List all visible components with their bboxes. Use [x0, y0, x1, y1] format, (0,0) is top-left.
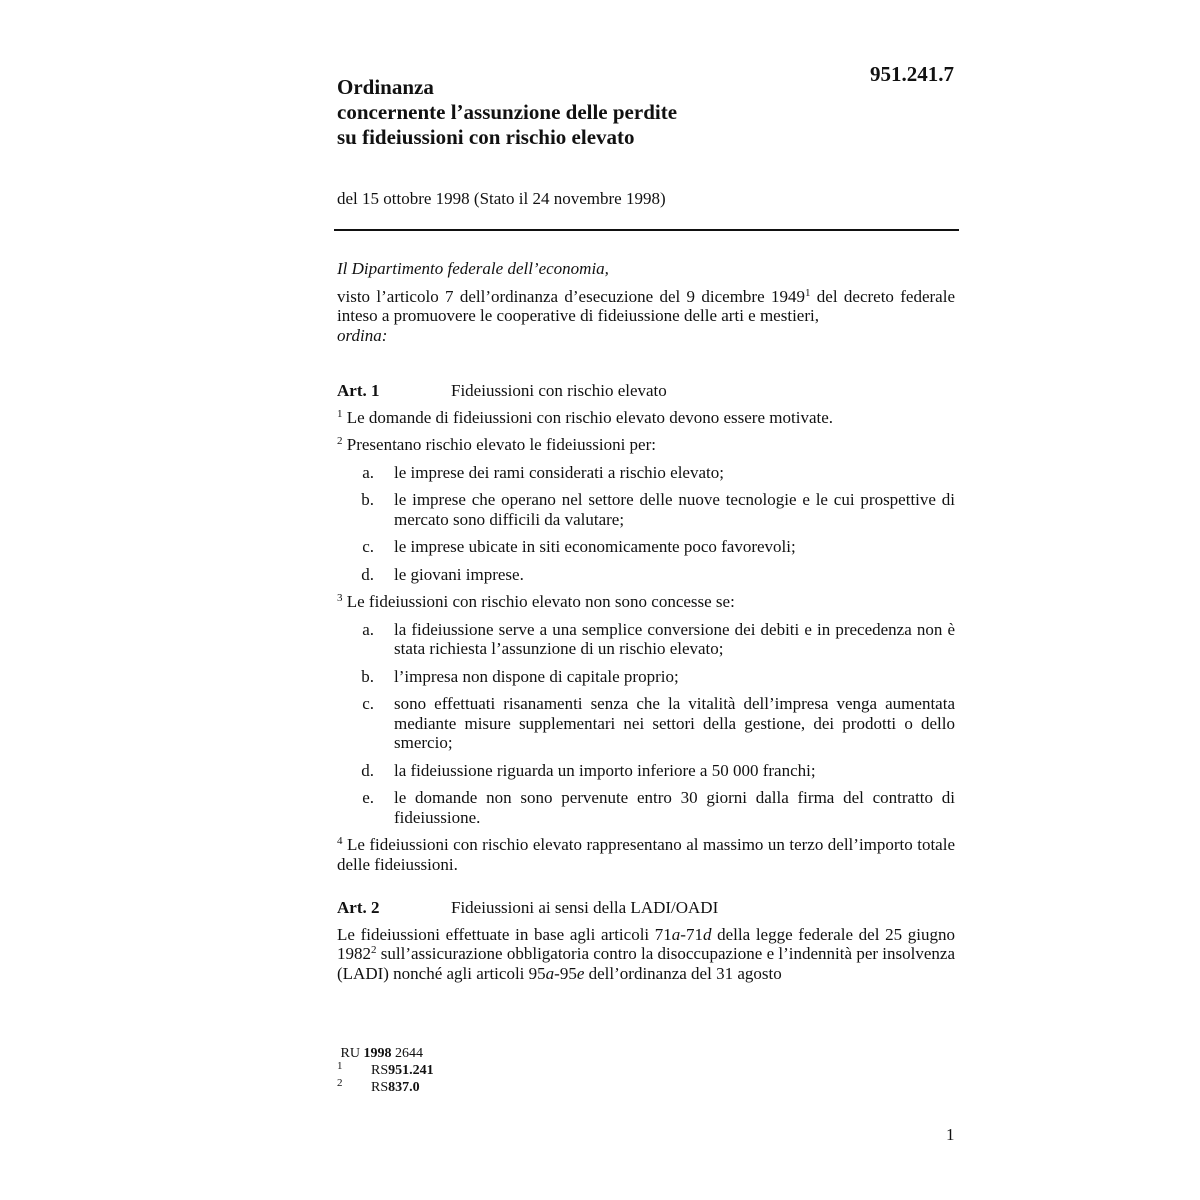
footnote-ref-2[interactable]: 2 — [371, 944, 377, 956]
preamble-text-b: del decreto federale inteso a promuovere le cooperative di fideiussione delle arti e mestieri, — [337, 286, 955, 325]
text-run-italic: a — [671, 924, 681, 944]
item-label: b. — [361, 490, 374, 509]
paragraph-number: 1 — [337, 407, 343, 420]
preamble-text-a: visto l’articolo 7 dell’ordinanza d’esecuzione del 9 dicembre 1949 — [337, 286, 805, 306]
preamble-agency: Il Dipartimento federale dell’economia, — [337, 259, 609, 278]
art1-number: Art. 1 — [337, 381, 380, 400]
art1-paragraph-2 — [337, 435, 955, 455]
art2-title: Fideiussioni ai sensi della LADI/OADI — [451, 898, 719, 917]
preamble-enactment: ordina: — [337, 325, 388, 345]
item-text: le imprese dei rami considerati a rischio elevato; — [394, 462, 724, 482]
sr-number: 951.241.7 — [870, 62, 954, 86]
footnote-2 — [337, 1079, 434, 1096]
item-text: sono effettuati risanamenti senza che la vitalità dell’impresa venga aumentata mediante misure supplementari nei settori della gestione, dei prodotti o dello smercio; — [394, 694, 955, 752]
footnote-prefix: RS — [371, 1063, 389, 1078]
item-label: c. — [362, 694, 374, 713]
footnote-ref: 837.0 — [388, 1080, 420, 1095]
list-item — [337, 565, 955, 585]
footnote-ref-1[interactable]: 1 — [804, 286, 811, 299]
paragraph-text: Presentano rischio elevato le fideiussioni per: — [342, 435, 656, 454]
footnote-ref: 951.241 — [388, 1063, 434, 1078]
footnote-mark: 1 — [337, 1060, 343, 1072]
text-run-italic: a — [545, 963, 555, 983]
document-title — [337, 75, 677, 150]
paragraph-text: Le fideiussioni con rischio elevato rappresentano al massimo un terzo dell’importo totale delle fideiussioni. — [337, 835, 955, 874]
item-text: le imprese che operano nel settore delle nuove tecnologie e le cui prospettive di mercato sono difficili da valutare; — [394, 490, 955, 529]
art1-paragraph-3 — [337, 592, 955, 612]
art1-paragraph-3-list — [337, 620, 955, 828]
ru-prefix: RU — [340, 1046, 364, 1061]
ru-year: 1998 — [363, 1046, 392, 1061]
text-run: Le fideiussioni effettuate in base agli articoli 71 — [337, 924, 672, 944]
page-number: 1 — [946, 1125, 955, 1144]
item-text: la fideiussione riguarda un importo inferiore a 50 000 franchi; — [394, 760, 816, 780]
item-label: d. — [361, 564, 374, 584]
document-body — [337, 259, 955, 983]
item-label: c. — [362, 537, 374, 556]
paragraph-number: 4 — [337, 835, 343, 847]
art2-text — [337, 925, 955, 984]
paragraph-text: Le fideiussioni con rischio elevato non sono concesse se: — [342, 592, 735, 611]
item-label: a. — [362, 619, 374, 639]
footnote-mark: 2 — [337, 1077, 343, 1089]
list-item — [337, 620, 955, 659]
item-label: b. — [361, 666, 374, 686]
item-text: le domande non sono pervenute entro 30 giorni dalla firma del contratto di fideiussione. — [394, 788, 955, 827]
art1-title: Fideiussioni con rischio elevato — [451, 381, 667, 400]
text-run: dell’ordinanza del 31 agosto — [584, 963, 782, 983]
preamble-text — [337, 287, 955, 326]
list-item — [337, 667, 955, 687]
item-label: d. — [361, 760, 374, 780]
paragraph-number: 3 — [337, 592, 343, 604]
text-run-italic: d — [702, 924, 712, 944]
art1-paragraph-1 — [337, 408, 955, 428]
header-rule — [334, 229, 959, 231]
list-item — [337, 537, 955, 557]
preamble — [337, 259, 955, 345]
title-line-2: concernente l’assunzione delle perdite — [337, 100, 678, 124]
footnotes — [337, 1045, 434, 1096]
text-run: della legge federale del 25 giugno 1982 — [337, 924, 955, 963]
ru-page: 2644 — [391, 1046, 423, 1061]
list-item — [337, 761, 955, 781]
text-run-italic: e — [576, 963, 585, 983]
art2-number: Art. 2 — [337, 898, 380, 917]
list-item — [337, 463, 955, 483]
art1-paragraph-2-list — [337, 463, 955, 585]
item-text: la fideiussione serve a una semplice conversione dei debiti e in precedenza non è stata richiesta l’assunzione di un rischio elevato; — [394, 619, 955, 658]
item-label: a. — [362, 462, 374, 482]
text-run: -71 — [680, 924, 703, 944]
dateline: del 15 ottobre 1998 (Stato il 24 novembre 1998) — [337, 189, 666, 208]
text-run: -95 — [554, 963, 577, 983]
paragraph-text: Le domande di fideiussioni con rischio elevato devono essere motivate. — [342, 407, 834, 427]
item-text: le giovani imprese. — [394, 564, 524, 584]
art2-heading — [337, 898, 955, 918]
paragraph-number: 2 — [337, 435, 343, 447]
item-text: le imprese ubicate in siti economicamente poco favorevoli; — [394, 537, 796, 556]
title-line-3: su fideiussioni con rischio elevato — [337, 125, 635, 149]
item-label: e. — [362, 788, 374, 807]
art1-paragraph-4 — [337, 835, 955, 874]
list-item — [337, 490, 955, 529]
list-item — [337, 788, 955, 827]
art1-heading — [337, 381, 955, 401]
item-text: l’impresa non dispone di capitale proprio; — [394, 666, 679, 686]
title-line-1: Ordinanza — [337, 75, 434, 99]
text-run: sull’assicurazione obbligatoria contro la disoccupazione e l’indennità per insolvenza (LADI) nonché agli articoli 95 — [337, 944, 955, 983]
footnote-prefix: RS — [371, 1080, 389, 1095]
list-item — [337, 694, 955, 753]
